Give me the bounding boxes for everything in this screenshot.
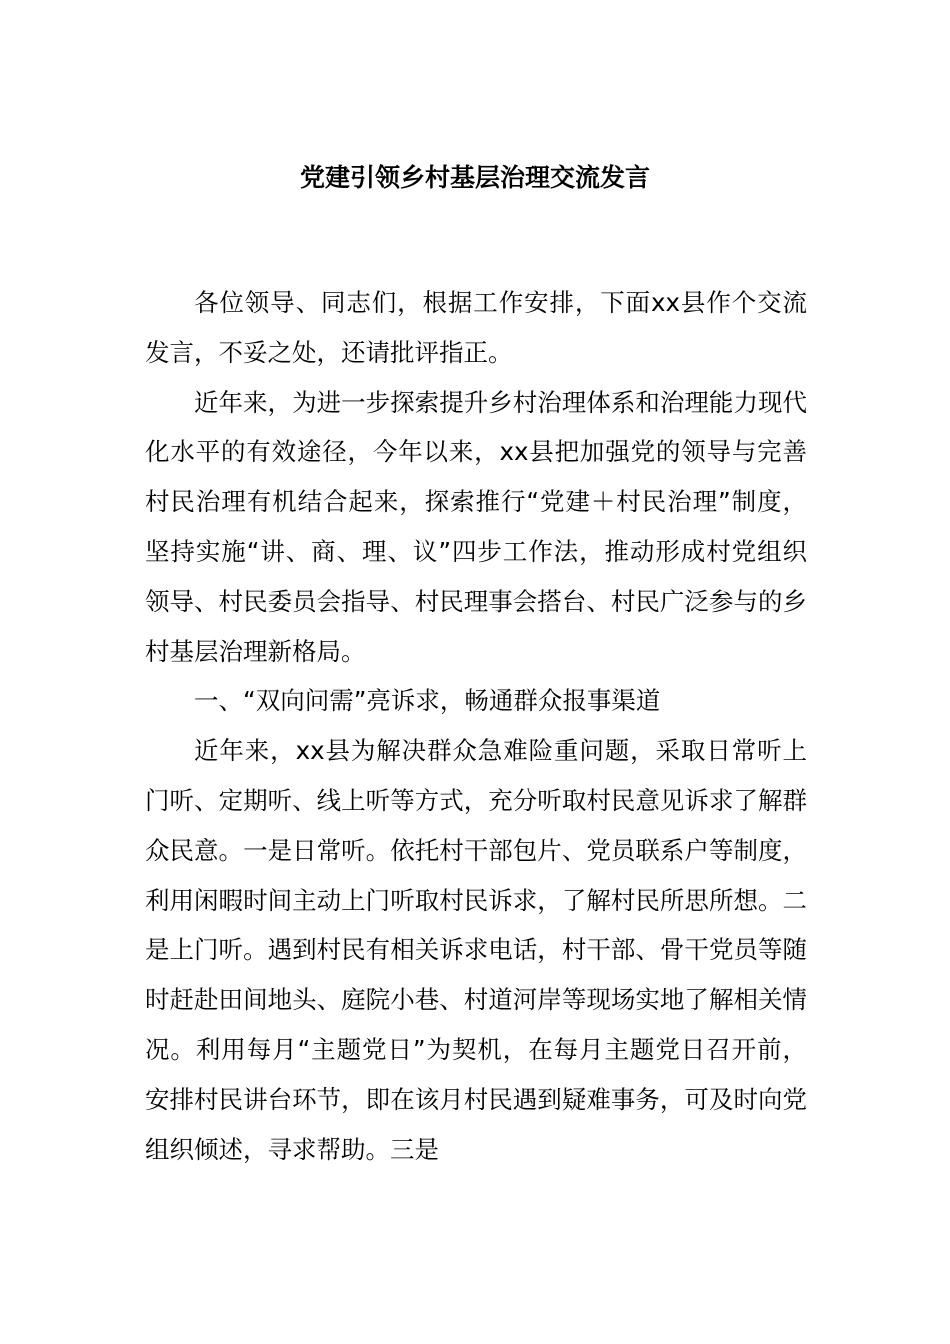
document-title: 党建引领乡村基层治理交流发言 [299, 163, 650, 192]
section-heading-1: 一、“双向问需”亮诉求，畅通群众报事渠道 [194, 686, 661, 716]
paragraph-intro: 近年来，为进一步探索提升乡村治理体系和治理能力现代化水平的有效途径，今年以来，xx县把加强党的领导与完善村民治理有机结合起来，探索推行“党建＋村民治理”制度，坚持实施“讲、商、理、议”四步工作法，推动形成村党组织领导、村民委员会指导、村民理事会搭台、村民广泛参与的乡村基层治理新格局。 [145, 387, 807, 666]
paragraph-greeting: 各位领导、同志们，根据工作安排，下面xx县作个交流发言，不妥之处，还请批评指正。 [145, 288, 807, 367]
document-body [145, 278, 807, 1174]
paragraph-section-1: 近年来，xx县为解决群众急难险重问题，采取日常听上门听、定期听、线上听等方式，充分听取村民意见诉求了解群众民意。一是日常听。依托村干部包片、党员联系户等制度，利用闲暇时间主动上门听取村民诉求，了解村民所思所想。二是上门听。遇到村民有相关诉求电话，村干部、骨干党员等随时赶赴田间地头、庭院小巷、村道河岸等现场实地了解相关情况。利用每月“主题党日”为契机，在每月主题党日召开前，安排村民讲台环节，即在该月村民遇到疑难事务，可及时向党组织倾述，寻求帮助。三是 [145, 736, 807, 1164]
